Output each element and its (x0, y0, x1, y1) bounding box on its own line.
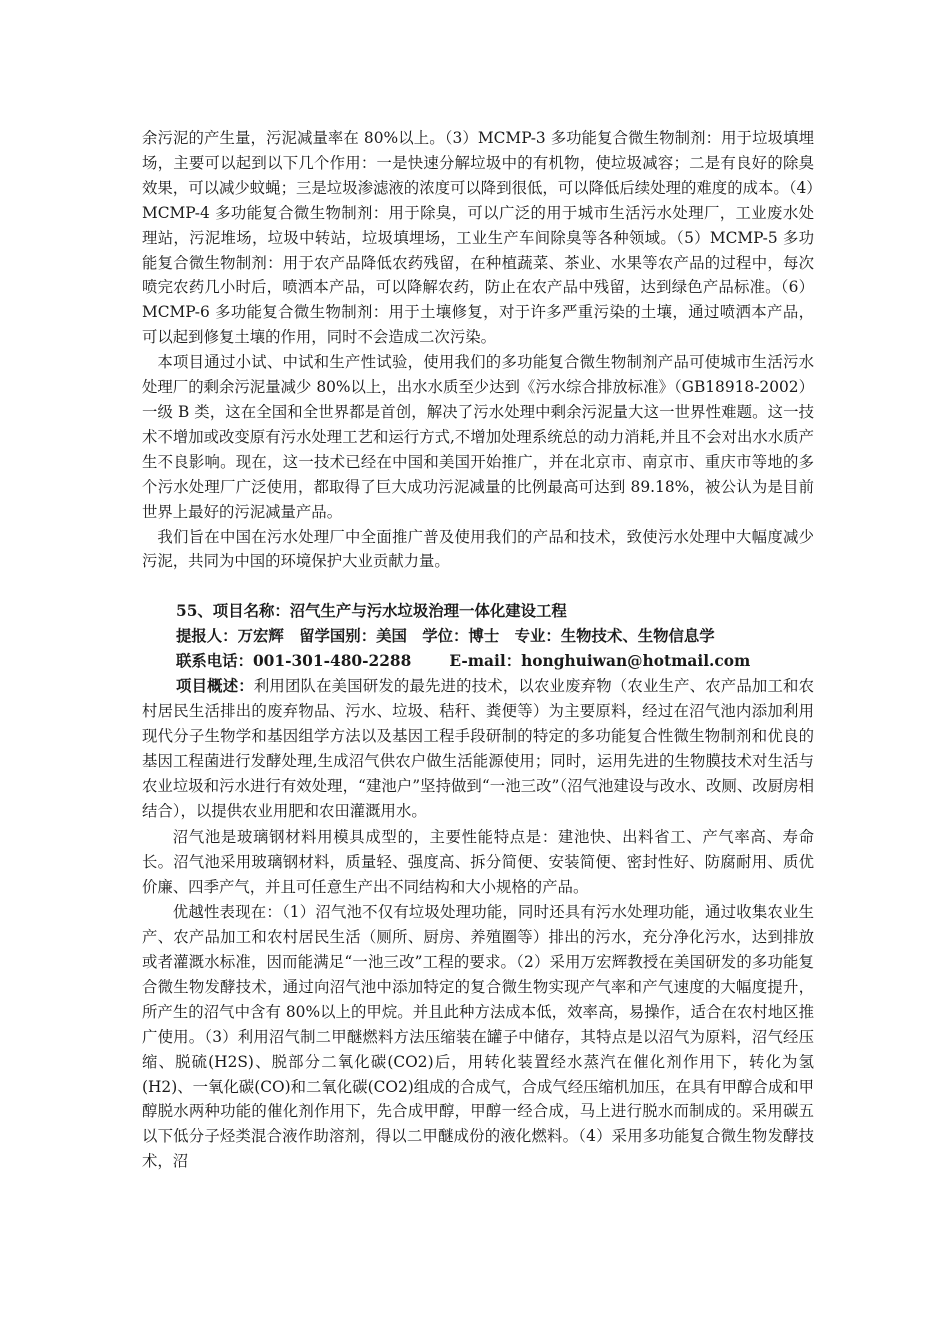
paragraph-mcmp-products: 余污泥的产生量，污泥减量率在 80%以上。（3）MCMP-3 多功能复合微生物制剂：用于垃圾填埋场，主要可以起到以下几个作用：一是快速分解垃圾中的有机物，使垃圾减容；二是有良好的除臭效果，可以减少蚊蝇；三是垃圾渗滤液的浓度可以降到很低，可以降低后续处理的难度的成本。（4）MCMP-4 多功能复合微生物制剂：用于除臭，可以广泛的用于城市生活污水处理厂，工业废水处理站，污泥堆场，垃圾中转站，垃圾填埋场，工业生产车间除臭等各种领域。（5）MCMP-5 多功能复合微生物制剂：用于农产品降低农药残留，在种植蔬菜、茶业、水果等农产品的过程中，每次喷完农药几小时后，喷洒本产品，可以降解农药，防止在农产品中残留，达到绿色产品标准。（6）MCMP-6 多功能复合微生物制剂：用于土壤修复，对于许多严重污染的土壤，通过喷洒本产品，可以起到修复土壤的作用，同时不会造成二次污染。 (142, 129, 814, 347)
project-contact-line (142, 649, 814, 674)
paragraph-advantages: 优越性表现在：（1）沼气池不仅有垃圾处理功能，同时还具有污水处理功能，通过收集农业生产、农产品加工和农村居民生活（厕所、厨房、养殖圈等）排出的污水，充分净化污水，达到排放或者灌溉水标准，因而能满足“一池三改”工程的要求。（2）采用万宏辉教授在美国研发的多功能复合微生物发酵技术，通过向沼气池中添加特定的复合微生物实现产气率和产气速度的大幅度提升，所产生的沼气中含有 80%以上的甲烷。并且此种方法成本低，效率高，易操作，适合在农村地区推广使用。（3）利用沼气制二甲醚燃料方法压缩装在罐子中储存，其特点是以沼气为原料，沼气经压缩、脱硫(H2S)、脱部分二氧化碳(CO2)后，用转化装置经水蒸汽在催化剂作用下，转化为氢(H2)、一氧化碳(CO)和二氧化碳(CO2)组成的合成气，合成气经压缩机加压，在具有甲醇合成和甲醇脱水两种功能的催化剂作用下，先合成甲醇，甲醇一经合成，马上进行脱水而制成的。采用碳五以下低分子烃类混合液作助溶剂，得以二甲醚成份的液化燃料。（4）采用多功能复合微生物发酵技术，沼 (142, 903, 814, 1171)
overview-label: 项目概述： (176, 677, 254, 696)
paragraph-project-goal: 我们旨在中国在污水处理厂中全面推广普及使用我们的产品和技术，致使污水处理中大幅度减少污泥，共同为中国的环境保护大业贡献力量。 (142, 527, 814, 571)
project-proposer-line: 提报人：万宏辉 留学国别：美国 学位：博士 专业：生物技术、生物信息学 (176, 627, 715, 646)
contact-phone: 联系电话：001-301-480-2288 (176, 652, 412, 671)
paragraph-project-results: 本项目通过小试、中试和生产性试验，使用我们的多功能复合微生物制剂产品可使城市生活污水处理厂的剩余污泥量减少 80%以上，出水水质至少达到《污水综合排放标准》（GB18918-2002）一级 B 类，这在全国和全世界都是首创，解决了污水处理中剩余污泥量大这一世界性难题。这一技术不增加或改变原有污水处理工艺和运行方式,不增加处理系统总的动力消耗,并且不会对出水水质产生不良影响。现在，这一技术已经在中国和美国开始推广，并在北京市、南京市、重庆市等地的多个污水处理厂广泛使用，都取得了巨大成功污泥减量的比例最高可达到 89.18%，被公认为是目前世界上最好的污泥减量产品。 (142, 353, 814, 521)
document-page (142, 126, 814, 1174)
paragraph-biogas-material: 沼气池是玻璃钢材料用模具成型的，主要性能特点是：建池快、出料省工、产气率高、寿命长。沼气池采用玻璃钢材料，质量轻、强度高、拆分简便、安装简便、密封性好、防腐耐用、质优价廉、四季产气，并且可任意生产出不同结构和大小规格的产品。 (142, 828, 814, 897)
contact-email: E-mail：honghuiwan@hotmail.com (449, 652, 751, 671)
project-overview (142, 674, 814, 823)
section-spacer (142, 574, 814, 599)
project-title: 55、项目名称：沼气生产与污水垃圾治理一体化建设工程 (176, 602, 567, 621)
overview-text: 利用团队在美国研发的最先进的技术，以农业废弃物（农业生产、农产品加工和农村居民生活排出的废弃物品、污水、垃圾、秸秆、粪便等）为主要原料，经过在沼气池内添加利用现代分子生物学和基因组学方法以及基因工程手段研制的特定的多功能复合性微生物制剂和优良的基因工程菌进行发酵处理,生成沼气供农户做生活能源使用；同时，运用先进的生物膜技术对生活与农业垃圾和污水进行有效处理，“建池户”坚持做到“一池三改”（沼气池建设与改水、改厕、改厨房相结合），以提供农业用肥和农田灌溉用水。 (142, 677, 814, 820)
